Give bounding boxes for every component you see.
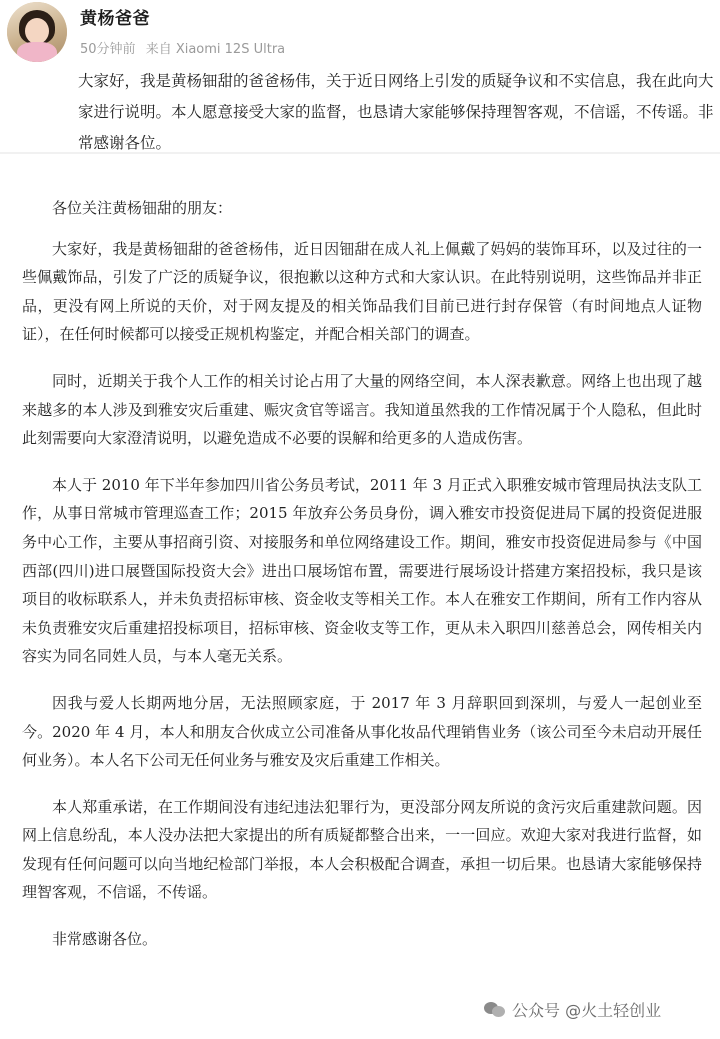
letter-paragraph: 同时，近期关于我个人工作的相关讨论占用了大量的网络空间，本人深表歉意。网络上也出现了越来越多的本人涉及到雅安灾后重建、赈灾贪官等谣言。我知道虽然我的工作情况属于个人隐私，但此时此刻需要向大家澄清说明，以避免造成不必要的误解和给更多的人造成伤害。 — [22, 371, 702, 448]
letter-greeting: 各位关注黄杨钿甜的朋友： — [52, 199, 233, 217]
post-source: 来自 Xiaomi 12S Ultra — [145, 42, 286, 57]
letter-paragraph: 本人郑重承诺，在工作期间没有违纪违法犯罪行为，更没部分网友所说的贪污灾后重建款问题。因网上信息纷乱，本人没办法把大家提出的所有质疑都整合出来，一一回应。欢迎大家对我进行监督，如发现有任何问题可以向当地纪检部门举报，本人会积极配合调查，承担一切后果。也恳请大家能够保持理智客观，不信谣，不传谣。 — [22, 797, 702, 902]
letter-paragraph: 因我与爱人长期两地分居，无法照顾家庭，于 2017 年 3 月辞职回到深圳，与爱人一起创业至今。2020 年 4 月，本人和朋友合伙成立公司准备从事化妆品代理销售业务（该公司至今未启动开展任何业务）。本人名下公司无任何业务与雅安及灾后重建工作相关。 — [22, 693, 702, 770]
wechat-icon — [484, 1000, 506, 1018]
divider — [0, 152, 720, 154]
statement-letter — [22, 194, 702, 954]
watermark-text: 公众号 @火土轻创业 — [512, 1000, 662, 1020]
post-meta — [80, 38, 291, 57]
weibo-post-header — [0, 0, 720, 152]
avatar[interactable] — [7, 2, 67, 62]
username[interactable]: 黄杨爸爸 — [80, 9, 150, 29]
letter-paragraph: 本人于 2010 年下半年参加四川省公务员考试，2011 年 3 月正式入职雅安城市管理局执法支队工作，从事日常城市管理巡查工作；2015 年放弃公务员身份，调入雅安市投资促进局下属的投资促进服务中心工作，主要从事招商引资、对接服务和单位网络建设工作。期间，雅安市投资促进局参与《中国西部(四川)进口展暨国际投资大会》进出口展场馆布置，需要进行展场设计搭建方案招投标，我只是该项目的收标联系人，并未负责招标审核、资金收支等相关工作。本人在雅安工作期间，所有工作内容从未负责雅安灾后重建招投标项目，招标审核、资金收支等工作，更从未入职四川慈善总会，网传相关内容实为同名同姓人员，与本人毫无关系。 — [22, 475, 702, 666]
post-time: 50分钟前 — [80, 42, 136, 57]
post-text: 大家好，我是黄杨钿甜的爸爸杨伟，关于近日网络上引发的质疑争议和不实信息，我在此向大家进行说明。本人愿意接受大家的监督，也恳请大家能够保持理智客观，不信谣，不传谣。非常感谢各位。 — [78, 72, 714, 152]
letter-closing: 非常感谢各位。 — [52, 930, 158, 949]
watermark — [484, 994, 661, 1024]
letter-paragraph: 大家好，我是黄杨钿甜的爸爸杨伟，近日因钿甜在成人礼上佩戴了妈妈的装饰耳环，以及过往的一些佩戴饰品，引发了广泛的质疑争议，很抱歉以这种方式和大家认识。在此特别说明，这些饰品并非正品，更没有网上所说的天价，对于网友提及的相关饰品我们目前已进行封存保管（有时间地点人证物证），在任何时候都可以接受正规机构鉴定，并配合相关部门的调查。 — [22, 239, 702, 344]
